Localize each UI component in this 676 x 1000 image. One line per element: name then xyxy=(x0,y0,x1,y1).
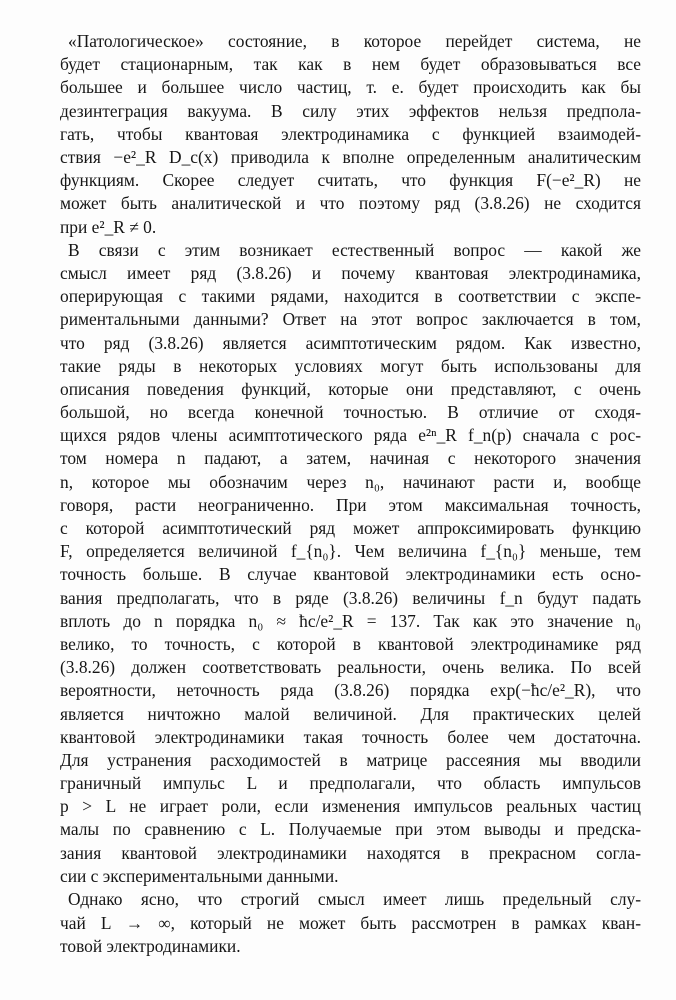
text-line: щихся рядов члены асимптотического ряда e²ⁿ_R f_n(p) сначала с рос- xyxy=(60,425,641,446)
text-line: риментальными данными? Ответ на этот вопрос заключается в том, xyxy=(60,309,641,330)
text-line: ствия −e²_R D_c(x) приводила к вполне определенным аналитическим xyxy=(60,146,641,167)
text-line: является ничтожно малой величиной. Для практических целей xyxy=(60,703,641,724)
paragraph-2 xyxy=(60,239,641,888)
text-line: функциям. Скорее следует считать, что функция F(−e²_R) не xyxy=(60,170,641,191)
text-line: что ряд (3.8.26) является асимптотическим рядом. Как известно, xyxy=(60,332,641,353)
text-line: будет стационарным, так как в нем будет образовываться все xyxy=(60,54,641,75)
text-line: «Патологическое» состояние, в которое перейдет система, не xyxy=(68,31,641,51)
text-line: такие ряды в некоторых условиях могут быть использованы для xyxy=(60,355,641,376)
paragraph-3 xyxy=(60,888,641,958)
text-line: вероятности, неточность ряда (3.8.26) порядка exp(−ħc/e²_R), что xyxy=(60,680,641,701)
text-line: В связи с этим возникает естественный вопрос — какой же xyxy=(68,239,641,260)
text-line: (3.8.26) должен соответствовать реальности, очень велика. По всей xyxy=(60,657,641,678)
text-line: F, определяется величиной f_{n₀}. Чем величина f_{n₀} меньше, тем xyxy=(60,541,641,562)
text-line: говоря, расти неограниченно. При этом максимальная точность, xyxy=(60,494,641,515)
text-line: граничный импульс L и предполагали, что область импульсов xyxy=(60,773,641,794)
text-line: товой электродинамики. xyxy=(60,935,241,956)
text-line: чай L → ∞, который не может быть рассмотрен в рамках кван- xyxy=(60,912,641,933)
text-line: n, которое мы обозначим через n₀, начинают расти и, вообще xyxy=(60,471,641,492)
paragraph-1 xyxy=(60,30,641,239)
text-line: Для устранения расходимостей в матрице рассеяния мы вводили xyxy=(60,749,641,770)
text-line: велико, то точность, с которой в квантовой электродинамике ряд xyxy=(60,633,641,654)
text-line: квантовой электродинамики такая точность более чем достаточна. xyxy=(60,726,641,747)
text-line: точность больше. В случае квантовой электродинамики есть осно- xyxy=(60,564,641,585)
text-line: вания предполагать, что в ряде (3.8.26) величины f_n будут падать xyxy=(60,587,641,608)
text-line: может быть аналитической и что поэтому ряд (3.8.26) не сходится xyxy=(60,193,641,214)
text-line: p > L не играет роли, если изменения импульсов реальных частиц xyxy=(60,796,641,817)
text-line: описания поведения функций, которые они представляют, с очень xyxy=(60,378,641,399)
text-line: при e²_R ≠ 0. xyxy=(60,216,157,237)
text-line: малы по сравнению с L. Получаемые при этом выводы и предска- xyxy=(60,819,641,840)
text-line: вплоть до n порядка n₀ ≈ ħc/e²_R = 137. Так как это значение n₀ xyxy=(60,610,641,631)
text-line: с которой асимптотический ряд может аппроксимировать функцию xyxy=(60,518,641,539)
text-line: том номера n падают, а затем, начиная с некоторого значения xyxy=(60,448,641,469)
text-line: оперирующая с такими рядами, находится в соответствии с экспе- xyxy=(60,286,641,307)
text-line: Однако ясно, что строгий смысл имеет лишь предельный слу- xyxy=(68,889,641,910)
text-line: сии с экспериментальными данными. xyxy=(60,865,339,886)
text-line: зания квантовой электродинамики находятся в прекрасном согла- xyxy=(60,842,641,863)
text-line: большой, но всегда конечной точностью. В отличие от сходя- xyxy=(60,402,641,423)
text-line: большее и большее число частиц, т. е. будет происходить как бы xyxy=(60,77,641,98)
text-line: смысл имеет ряд (3.8.26) и почему квантовая электродинамика, xyxy=(60,262,641,283)
text-line: дезинтеграция вакуума. В силу этих эффектов нельзя предпола- xyxy=(60,100,641,121)
text-line: гать, чтобы квантовая электродинамика с функцией взаимодей- xyxy=(60,123,641,144)
